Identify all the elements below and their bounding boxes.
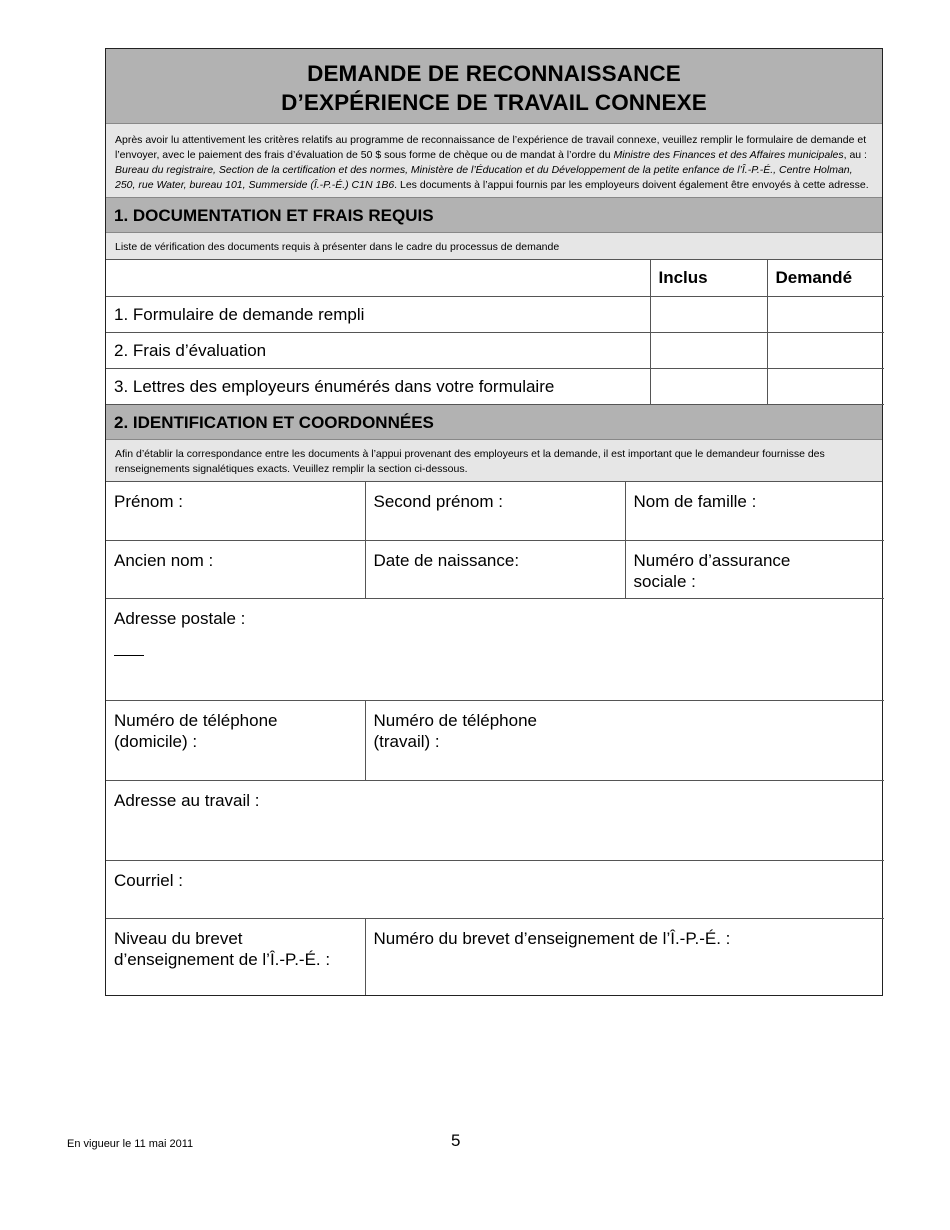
requested-checkbox-cell[interactable]	[767, 333, 884, 369]
first-name-field[interactable]	[106, 482, 365, 540]
section1-heading: 1. DOCUMENTATION ET FRAIS REQUIS	[106, 198, 882, 233]
table-row	[106, 860, 884, 918]
certificate-number-field[interactable]	[365, 918, 884, 995]
page-number: 5	[451, 1131, 461, 1150]
checklist-item-label: 3. Lettres des employeurs énumérés dans votre formulaire	[106, 369, 650, 405]
table-row	[106, 482, 884, 540]
certificate-number-label: Numéro du brevet d’enseignement de l’Î.-P.-É. :	[373, 928, 731, 948]
intro-payee: Ministre des Finances et des Affaires municipales	[613, 149, 844, 161]
certificate-level-label-line2: d’enseignement de l’Î.-P.-É. :	[114, 949, 331, 969]
birth-date-field[interactable]	[365, 540, 625, 598]
table-row	[106, 598, 884, 700]
sin-field[interactable]	[625, 540, 884, 598]
middle-name-field[interactable]	[365, 482, 625, 540]
section2-heading: 2. IDENTIFICATION ET COORDONNÉES	[106, 405, 882, 440]
address-line-mark	[114, 655, 144, 656]
table-row	[106, 333, 884, 369]
requested-checkbox-cell[interactable]	[767, 297, 884, 333]
home-phone-label-line2: (domicile) :	[114, 731, 198, 751]
first-name-label: Prénom :	[114, 492, 183, 511]
column-header-requested: Demandé	[767, 260, 884, 297]
postal-address-label: Adresse postale :	[114, 608, 246, 628]
included-checkbox-cell[interactable]	[650, 333, 767, 369]
table-row	[106, 369, 884, 405]
former-name-field[interactable]	[106, 540, 365, 598]
email-field[interactable]	[106, 860, 884, 918]
identification-grid	[106, 482, 884, 995]
birth-date-label: Date de naissance:	[373, 550, 520, 570]
checklist-header-row	[106, 260, 884, 297]
intro-part1: Après avoir lu attentivement les critères relatifs au programme de reconnaissance de l’expérience de travail connexe, veuillez remplir le formulaire de demande et l’envoyer, avec le paiement des frais d’évaluation de 50 $ sous forme de chèque ou de mandat à l’ordre du	[115, 134, 867, 161]
included-checkbox-cell[interactable]	[650, 369, 767, 405]
postal-address-field[interactable]	[106, 598, 884, 700]
table-row	[106, 780, 884, 860]
section1-note: Liste de vérification des documents requis à présenter dans le cadre du processus de demande	[106, 233, 882, 260]
application-form	[105, 48, 883, 996]
work-phone-label-line2: (travail) :	[373, 731, 440, 751]
sin-label-line2: sociale :	[633, 571, 696, 591]
document-checklist	[106, 260, 884, 405]
sin-label-line1: Numéro d’assurance	[633, 550, 791, 570]
included-checkbox-cell[interactable]	[650, 297, 767, 333]
table-row	[106, 918, 884, 995]
email-label: Courriel :	[114, 870, 183, 890]
checklist-item-label: 2. Frais d’évaluation	[106, 333, 650, 369]
form-title-line2: D’EXPÉRIENCE DE TRAVAIL CONNEXE	[281, 90, 707, 115]
table-row	[106, 700, 884, 780]
table-row	[106, 540, 884, 598]
certificate-level-field[interactable]	[106, 918, 365, 995]
last-name-field[interactable]	[625, 482, 884, 540]
column-header-included: Inclus	[650, 260, 767, 297]
former-name-label: Ancien nom :	[114, 550, 214, 570]
work-phone-label-line1: Numéro de téléphone	[373, 710, 538, 730]
home-phone-field[interactable]	[106, 700, 365, 780]
intro-address: Bureau du registraire, Section de la certification et des normes, Ministère de l’Éducation et du Développement de la petite enfance de l’Î.-P.-É., Centre Holman, 250, rue Water, bureau 101, Summerside (Î.-P.-É.) C1N 1B6	[115, 164, 853, 191]
effective-date: En vigueur le 11 mai 2011	[67, 1138, 194, 1150]
checklist-header-blank	[106, 260, 650, 297]
work-phone-field[interactable]	[365, 700, 884, 780]
form-title-line1: DEMANDE DE RECONNAISSANCE	[307, 61, 681, 86]
requested-checkbox-cell[interactable]	[767, 369, 884, 405]
checklist-item-label: 1. Formulaire de demande rempli	[106, 297, 650, 333]
intro-part3: . Les documents à l’appui fournis par les employeurs doivent également être envoyés à cette adresse.	[394, 179, 869, 191]
home-phone-label-line1: Numéro de téléphone	[114, 710, 278, 730]
last-name-label: Nom de famille :	[633, 492, 757, 511]
middle-name-label: Second prénom :	[373, 492, 503, 511]
form-title	[106, 49, 882, 124]
intro-paragraph	[106, 124, 882, 198]
table-row	[106, 297, 884, 333]
certificate-level-label-line1: Niveau du brevet	[114, 928, 243, 948]
work-address-label: Adresse au travail :	[114, 790, 260, 810]
intro-part2: , au :	[843, 149, 867, 161]
work-address-field[interactable]	[106, 780, 884, 860]
section2-note: Afin d’établir la correspondance entre les documents à l’appui provenant des employeurs et la demande, il est important que le demandeur fournisse des renseignements signalétiques exacts. Veuillez remplir la section ci-dessous.	[106, 440, 882, 482]
